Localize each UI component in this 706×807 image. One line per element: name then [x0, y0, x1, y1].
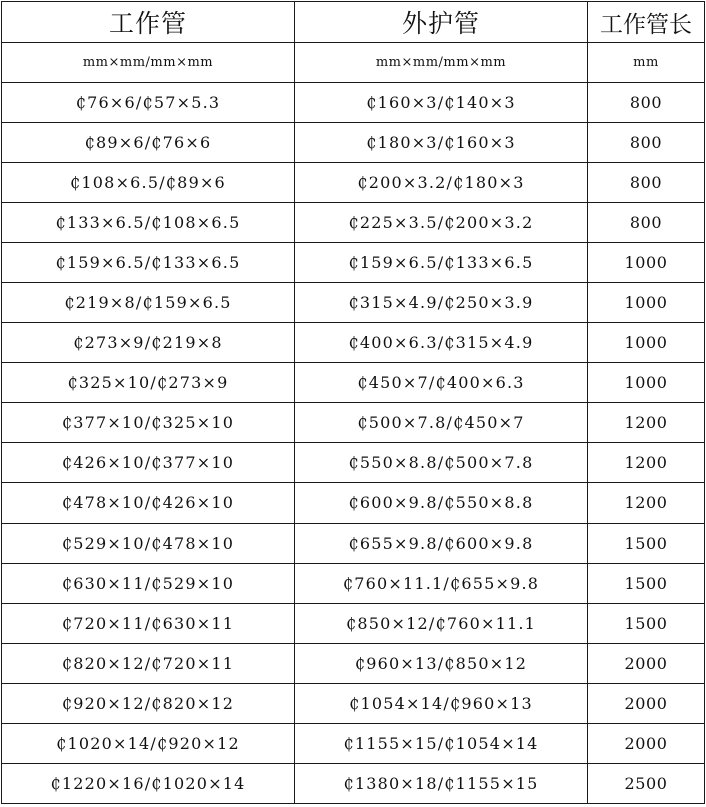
cell-working-pipe: ₵325×10/₵273×9 — [2, 363, 295, 403]
cell-length: 2000 — [588, 723, 705, 763]
unit-outer-casing: mm×mm/mm×mm — [295, 43, 588, 83]
table-row — [2, 203, 705, 243]
cell-working-pipe: ₵108×6.5/₵89×6 — [2, 163, 295, 203]
cell-outer-casing: ₵1155×15/₵1054×14 — [295, 723, 588, 763]
cell-outer-casing: ₵550×8.8/₵500×7.8 — [295, 443, 588, 483]
cell-length: 1000 — [588, 363, 705, 403]
table-row — [2, 83, 705, 123]
cell-length: 800 — [588, 83, 705, 123]
table-row — [2, 643, 705, 683]
cell-length: 1200 — [588, 403, 705, 443]
cell-working-pipe: ₵1220×16/₵1020×14 — [2, 763, 295, 803]
table-row — [2, 563, 705, 603]
cell-outer-casing: ₵600×9.8/₵550×8.8 — [295, 483, 588, 523]
header-outer-casing: 外护管 — [295, 2, 588, 43]
table-row — [2, 483, 705, 523]
header-row — [2, 2, 705, 43]
cell-length: 1500 — [588, 523, 705, 563]
unit-working-pipe: mm×mm/mm×mm — [2, 43, 295, 83]
unit-length: mm — [588, 43, 705, 83]
cell-length: 2000 — [588, 643, 705, 683]
cell-length: 800 — [588, 123, 705, 163]
pipe-spec-table — [1, 1, 705, 804]
cell-working-pipe: ₵1020×14/₵920×12 — [2, 723, 295, 763]
cell-outer-casing: ₵760×11.1/₵655×9.8 — [295, 563, 588, 603]
header-working-pipe-length: 工作管长 — [588, 2, 705, 43]
cell-outer-casing: ₵160×3/₵140×3 — [295, 83, 588, 123]
table-row — [2, 443, 705, 483]
cell-length: 1000 — [588, 283, 705, 323]
cell-working-pipe: ₵159×6.5/₵133×6.5 — [2, 243, 295, 283]
cell-outer-casing: ₵315×4.9/₵250×3.9 — [295, 283, 588, 323]
cell-working-pipe: ₵478×10/₵426×10 — [2, 483, 295, 523]
cell-working-pipe: ₵630×11/₵529×10 — [2, 563, 295, 603]
cell-outer-casing: ₵159×6.5/₵133×6.5 — [295, 243, 588, 283]
cell-outer-casing: ₵200×3.2/₵180×3 — [295, 163, 588, 203]
table-row — [2, 683, 705, 723]
cell-outer-casing: ₵400×6.3/₵315×4.9 — [295, 323, 588, 363]
cell-outer-casing: ₵450×7/₵400×6.3 — [295, 363, 588, 403]
cell-working-pipe: ₵76×6/₵57×5.3 — [2, 83, 295, 123]
table-row — [2, 123, 705, 163]
cell-length: 800 — [588, 203, 705, 243]
cell-outer-casing: ₵655×9.8/₵600×9.8 — [295, 523, 588, 563]
table-row — [2, 163, 705, 203]
cell-working-pipe: ₵273×9/₵219×8 — [2, 323, 295, 363]
cell-length: 2000 — [588, 683, 705, 723]
unit-row — [2, 43, 705, 83]
cell-outer-casing: ₵960×13/₵850×12 — [295, 643, 588, 683]
cell-working-pipe: ₵820×12/₵720×11 — [2, 643, 295, 683]
cell-outer-casing: ₵1054×14/₵960×13 — [295, 683, 588, 723]
cell-working-pipe: ₵219×8/₵159×6.5 — [2, 283, 295, 323]
cell-length: 1000 — [588, 323, 705, 363]
cell-working-pipe: ₵920×12/₵820×12 — [2, 683, 295, 723]
cell-outer-casing: ₵180×3/₵160×3 — [295, 123, 588, 163]
cell-working-pipe: ₵377×10/₵325×10 — [2, 403, 295, 443]
table-row — [2, 603, 705, 643]
table-row — [2, 723, 705, 763]
cell-outer-casing: ₵500×7.8/₵450×7 — [295, 403, 588, 443]
cell-working-pipe: ₵133×6.5/₵108×6.5 — [2, 203, 295, 243]
table-row — [2, 763, 705, 803]
cell-length: 2500 — [588, 763, 705, 803]
cell-length: 1500 — [588, 603, 705, 643]
cell-outer-casing: ₵225×3.5/₵200×3.2 — [295, 203, 588, 243]
cell-length: 1200 — [588, 483, 705, 523]
table-row — [2, 283, 705, 323]
cell-working-pipe: ₵426×10/₵377×10 — [2, 443, 295, 483]
table-row — [2, 523, 705, 563]
cell-outer-casing: ₵1380×18/₵1155×15 — [295, 763, 588, 803]
table-row — [2, 243, 705, 283]
cell-length: 800 — [588, 163, 705, 203]
cell-working-pipe: ₵720×11/₵630×11 — [2, 603, 295, 643]
table-row — [2, 403, 705, 443]
cell-outer-casing: ₵850×12/₵760×11.1 — [295, 603, 588, 643]
table-row — [2, 323, 705, 363]
cell-working-pipe: ₵89×6/₵76×6 — [2, 123, 295, 163]
header-working-pipe: 工作管 — [2, 2, 295, 43]
cell-working-pipe: ₵529×10/₵478×10 — [2, 523, 295, 563]
cell-length: 1000 — [588, 243, 705, 283]
table-row — [2, 363, 705, 403]
cell-length: 1500 — [588, 563, 705, 603]
cell-length: 1200 — [588, 443, 705, 483]
